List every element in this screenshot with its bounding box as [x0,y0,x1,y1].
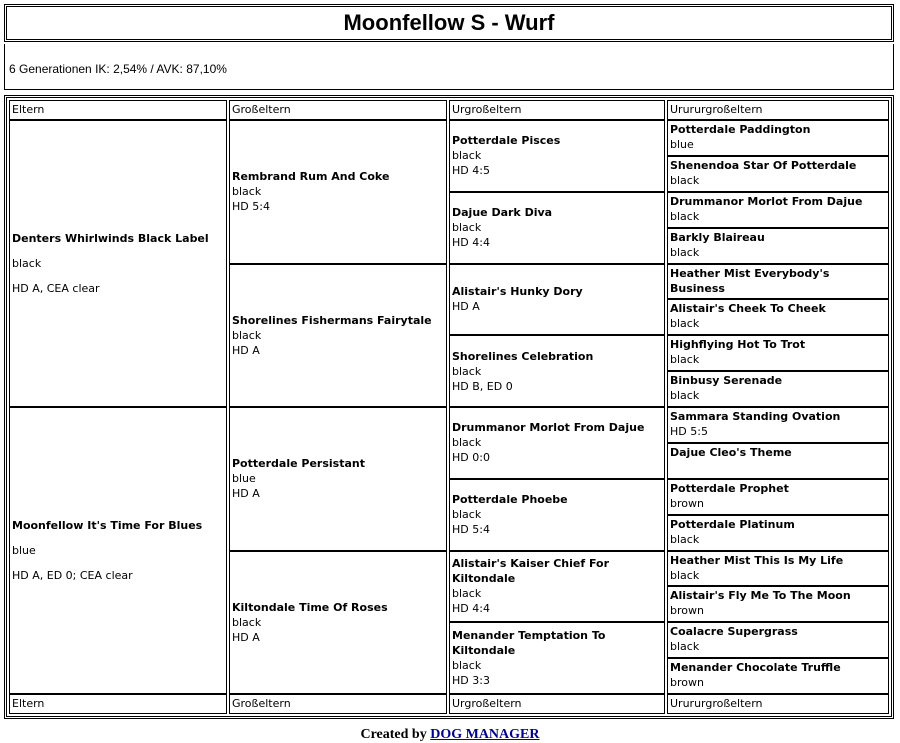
footer-prefix: Created by [360,727,431,742]
great-grandparent-cell [449,120,665,192]
column-header-label: Urgroßeltern [452,103,522,116]
grandparent-cell [229,551,447,695]
great-great-grandparent-cell [667,479,889,515]
dog-name: Potterdale Platinum [670,517,795,531]
great-great-grandparent-cell [667,156,889,192]
footer [0,727,900,743]
great-great-grandparent-cell [667,371,889,407]
dog-health: HD 4:4 [452,602,490,616]
dog-name: Dajue Cleo's Theme [670,445,792,459]
dog-health: HD A [232,487,260,501]
dog-info: black [670,568,700,582]
inbreeding-box [4,44,894,90]
column-header [449,100,665,120]
dog-name: Menander Chocolate Truffle [670,661,841,675]
dog-info: black [670,173,700,187]
parent-cell [9,407,227,694]
dog-color: blue [232,472,256,486]
dog-info: black [670,245,700,259]
column-footer-label: Eltern [12,697,45,710]
great-great-grandparent-cell [667,120,889,156]
dog-color: black [232,328,262,342]
dog-color: black [452,364,482,378]
great-great-grandparent-cell [667,407,889,443]
column-header [667,100,889,120]
great-grandparent-cell [449,264,665,336]
dog-name: Shorelines Celebration [452,349,594,363]
page-title: Moonfellow S - Wurf [343,10,555,35]
great-great-grandparent-cell [667,658,889,694]
dog-manager-link[interactable]: DOG MANAGER [430,727,540,742]
column-footer [229,694,447,714]
dog-name: Potterdale Phoebe [452,493,568,507]
great-grandparent-cell [449,407,665,479]
dog-name: Binbusy Serenade [670,374,783,388]
column-footer [667,694,889,714]
dog-health: HD A, ED 0; CEA clear [12,569,133,582]
column-header [9,100,227,120]
dog-name: Menander Temptation To Kiltondale [452,629,606,658]
dog-info: brown [670,496,704,510]
great-great-grandparent-cell [667,443,889,479]
dog-info: black [670,209,700,223]
dog-info: brown [670,676,704,690]
dog-color: black [452,659,482,673]
column-header-label: Urururgroßeltern [670,103,763,116]
dog-name: Potterdale Prophet [670,481,789,495]
inbreeding-coefficient: 6 Generationen IK: 2,54% / AVK: 87,10% [9,62,227,76]
dog-health: HD 0:0 [452,451,490,465]
dog-health: HD A [232,343,260,357]
dog-health: HD 4:5 [452,164,490,178]
great-great-grandparent-cell [667,551,889,587]
dog-name: Drummanor Morlot From Dajue [452,421,645,435]
great-great-grandparent-cell [667,299,889,335]
dog-health: HD B, ED 0 [452,379,513,393]
dog-name: Alistair's Fly Me To The Moon [670,589,851,603]
dog-health: HD A, CEA clear [12,282,100,295]
dog-info: black [670,389,700,403]
great-great-grandparent-cell [667,228,889,264]
dog-info: brown [670,604,704,618]
dog-name: Heather Mist Everybody's Business [670,266,830,295]
dog-name: Sammara Standing Ovation [670,410,841,423]
dog-name: Alistair's Kaiser Chief For Kiltondale [452,557,610,586]
dog-name: Moonfellow It's Time For Blues [12,519,203,532]
pedigree-table [4,95,894,719]
dog-info: black [670,532,700,546]
dog-name: Heather Mist This Is My Life [670,553,844,567]
great-grandparent-cell [449,192,665,264]
dog-health: HD A [232,630,260,644]
dog-name: Shorelines Fishermans Fairytale [232,313,432,327]
dog-name: Dajue Dark Diva [452,206,553,220]
grandparent-cell [229,264,447,408]
column-footer [449,694,665,714]
dog-info: HD 5:5 [670,425,708,438]
column-header-label: Großeltern [232,103,291,116]
dog-health: HD 4:4 [452,236,490,250]
dog-health: HD 3:3 [452,674,490,688]
dog-name: Coalacre Supergrass [670,625,798,639]
dog-name: Drummanor Morlot From Dajue [670,194,863,208]
great-great-grandparent-cell [667,335,889,371]
dog-name: Kiltondale Time Of Roses [232,600,388,614]
dog-color: black [452,508,482,522]
dog-name: Potterdale Paddington [670,123,811,136]
column-footer-label: Urgroßeltern [452,697,522,710]
dog-name: Potterdale Persistant [232,457,365,471]
great-grandparent-cell [449,479,665,551]
great-grandparent-cell [449,551,665,623]
dog-color: black [232,185,262,199]
column-footer-label: Großeltern [232,697,291,710]
great-great-grandparent-cell [667,622,889,658]
dog-name: Shenendoa Star Of Potterdale [670,158,857,172]
dog-info: blue [670,138,694,151]
dog-health: HD 5:4 [232,200,270,214]
dog-name: Alistair's Hunky Dory [452,285,583,299]
grandparent-cell [229,407,447,551]
great-grandparent-cell [449,622,665,694]
dog-color: black [452,436,482,450]
dog-name: Potterdale Pisces [452,134,561,148]
dog-name: Alistair's Cheek To Cheek [670,302,826,316]
title-box [4,4,894,42]
dog-info: black [670,640,700,654]
great-great-grandparent-cell [667,192,889,228]
great-great-grandparent-cell [667,586,889,622]
dog-color: black [452,587,482,601]
dog-name: Barkly Blaireau [670,230,765,244]
great-great-grandparent-cell [667,264,889,300]
column-header-label: Eltern [12,103,45,116]
dog-name: Denters Whirlwinds Black Label [12,232,209,245]
dog-color: black [232,615,262,629]
column-header [229,100,447,120]
dog-name: Rembrand Rum And Coke [232,170,390,184]
grandparent-cell [229,120,447,264]
dog-name: Highflying Hot To Trot [670,338,806,352]
column-footer [9,694,227,714]
dog-color: black [452,149,482,163]
dog-info: black [670,353,700,367]
dog-color: black [12,257,42,270]
dog-health: HD 5:4 [452,523,490,537]
dog-color: blue [12,544,36,557]
great-great-grandparent-cell [667,515,889,551]
column-footer-label: Urururgroßeltern [670,697,763,710]
dog-health: HD A [452,300,480,314]
parent-cell [9,120,227,407]
great-grandparent-cell [449,335,665,407]
dog-info: black [670,317,700,331]
dog-color: black [452,221,482,235]
